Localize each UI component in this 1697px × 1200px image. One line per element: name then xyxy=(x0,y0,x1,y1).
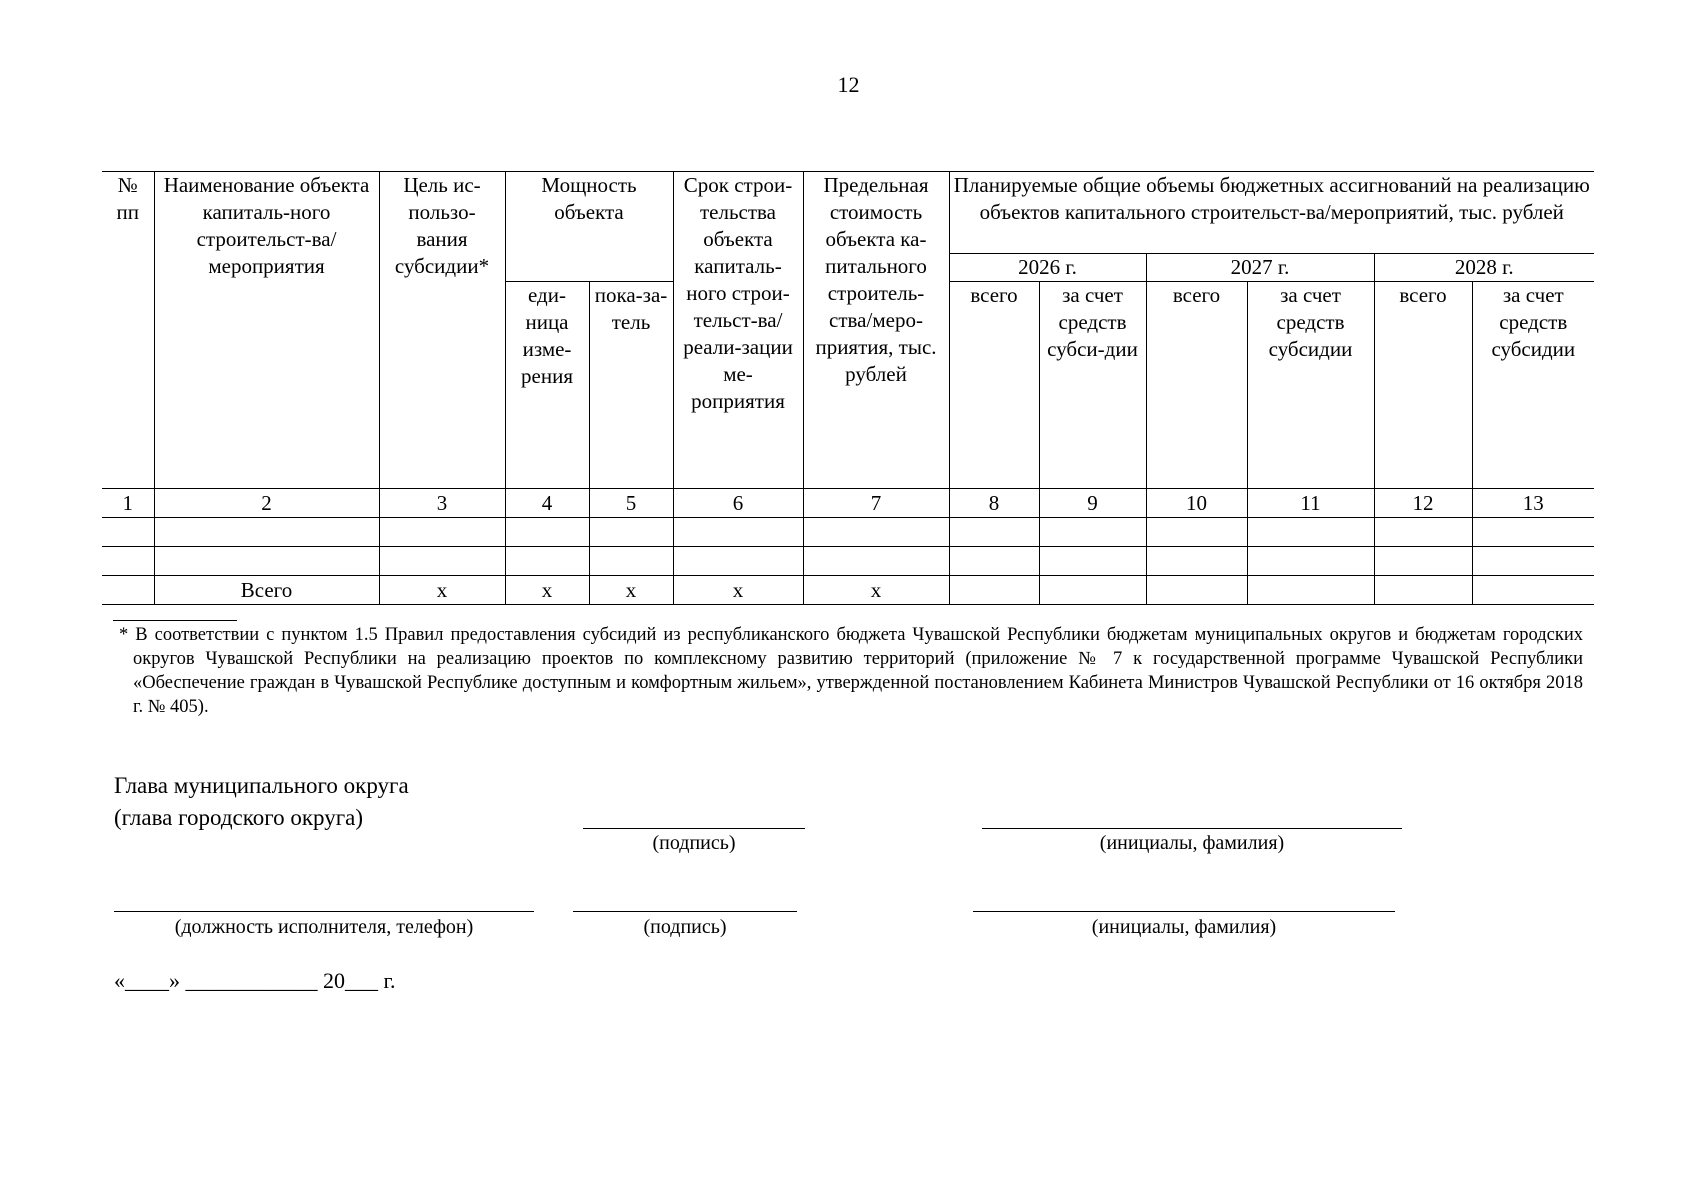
header-subsidy-2026: за счет средств субси-дии xyxy=(1039,282,1146,489)
signature-line xyxy=(583,828,805,829)
header-object-name: Наименование объекта капиталь-ного строительст-ва/мероприятия xyxy=(154,172,379,489)
signer-title-line1: Глава муниципального округа xyxy=(114,773,409,798)
executor-signature-line xyxy=(573,911,797,912)
header-capacity: Мощность объекта xyxy=(505,172,673,282)
capital-construction-table xyxy=(102,171,1594,605)
col-number: 7 xyxy=(803,489,949,518)
header-subsidy-2027: за счет средств субсидии xyxy=(1247,282,1374,489)
executor-signature-caption: (подпись) xyxy=(643,916,727,938)
col-number: 9 xyxy=(1039,489,1146,518)
executor-caption: (должность исполнителя, телефон) xyxy=(174,916,474,938)
total-row xyxy=(102,576,1594,605)
col-number: 3 xyxy=(379,489,505,518)
header-year-2028: 2028 г. xyxy=(1374,254,1594,282)
x-mark: х xyxy=(673,576,803,605)
x-mark: х xyxy=(589,576,673,605)
footnote-separator xyxy=(113,620,237,621)
header-construction-term: Срок строи-тельства объекта капиталь-ного строи-тельст-ва/реали-зации ме-роприятия xyxy=(673,172,803,489)
executor-line xyxy=(114,911,534,912)
col-number: 4 xyxy=(505,489,589,518)
footnote: * В соответствии с пунктом 1.5 Правил предоставления субсидий из республиканского бюджета Чувашской Республики бюджетам муниципальных округов и бюджетам городских округов Чувашской Республики на реализацию проектов по комплексному развитию территорий (приложение № 7 к государственной программе Чувашской Республики «Обеспечение граждан в Чувашской Республике доступным и комфортным жильем», утвержденной постановлением Кабинета Министров Чувашской Республики от 16 октября 2018 г. № 405). xyxy=(119,625,1583,717)
table-row xyxy=(102,547,1594,576)
x-mark: х xyxy=(803,576,949,605)
header-max-cost: Предельная стоимость объекта ка-питального строитель-ства/меро-приятия, тыс. рублей xyxy=(803,172,949,489)
x-mark: х xyxy=(505,576,589,605)
header-year-2026: 2026 г. xyxy=(949,254,1146,282)
table-row xyxy=(102,518,1594,547)
executor-name-line xyxy=(973,911,1395,912)
signer-title-line2: (глава городского округа) xyxy=(114,805,364,830)
signer-title xyxy=(114,770,409,834)
header-subsidy-2028: за счет средств субсидии xyxy=(1472,282,1594,489)
page-number: 12 xyxy=(837,72,860,97)
header-purpose: Цель ис-пользо-вания субсидии* xyxy=(379,172,505,489)
header-total-2028: всего xyxy=(1374,282,1472,489)
header-planned-budget: Планируемые общие объемы бюджетных ассигнований на реализацию объектов капитального строительст-ва/мероприятий, тыс. рублей xyxy=(949,172,1594,254)
signature-caption: (подпись) xyxy=(652,832,736,854)
header-indicator: пока-за-тель xyxy=(589,282,673,489)
header-total-2027: всего xyxy=(1146,282,1247,489)
col-number: 2 xyxy=(154,489,379,518)
col-number: 1 xyxy=(102,489,154,518)
executor-name-caption: (инициалы, фамилия) xyxy=(1091,916,1277,938)
col-number: 12 xyxy=(1374,489,1472,518)
header-unit: еди-ница изме-рения xyxy=(505,282,589,489)
x-mark: х xyxy=(379,576,505,605)
col-number: 8 xyxy=(949,489,1039,518)
col-number: 13 xyxy=(1472,489,1594,518)
header-total-2026: всего xyxy=(949,282,1039,489)
col-number: 6 xyxy=(673,489,803,518)
date-line: «____» ____________ 20___ г. xyxy=(114,968,396,993)
name-caption: (инициалы, фамилия) xyxy=(1099,832,1285,854)
col-number: 10 xyxy=(1146,489,1247,518)
header-year-2027: 2027 г. xyxy=(1146,254,1374,282)
col-number: 11 xyxy=(1247,489,1374,518)
col-number: 5 xyxy=(589,489,673,518)
header-number: № пп xyxy=(102,172,154,489)
total-label: Всего xyxy=(154,576,379,605)
name-line xyxy=(982,828,1402,829)
